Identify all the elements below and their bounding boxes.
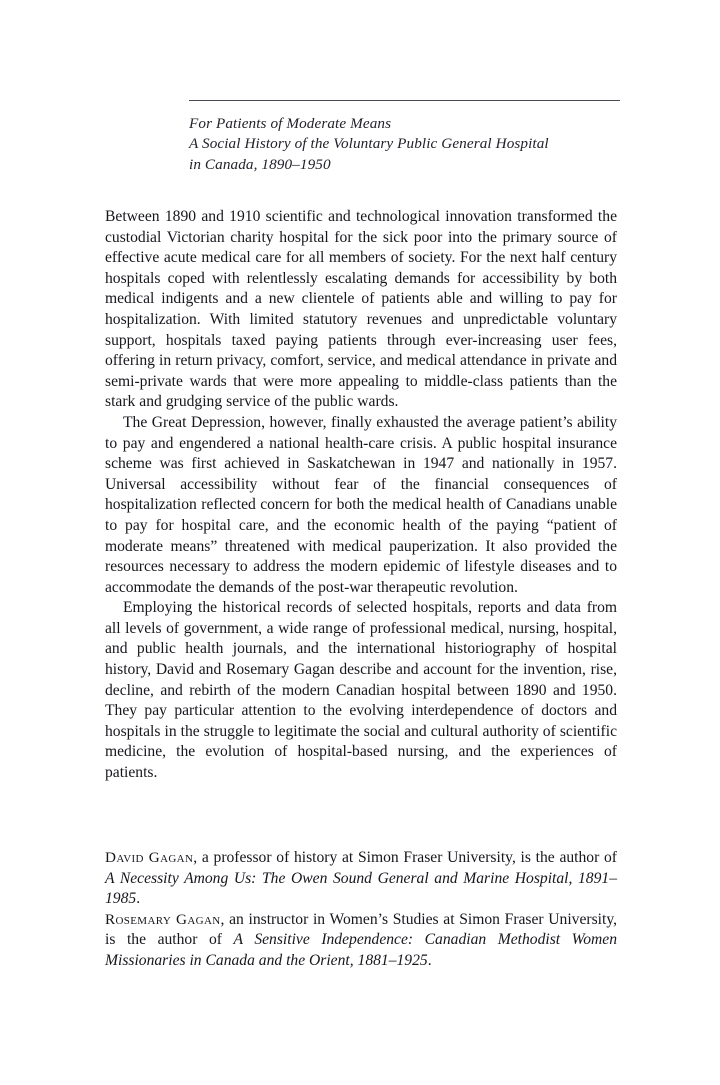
- blurb-body: [105, 207, 617, 784]
- author-bios: [105, 848, 617, 972]
- author-bio-david-gagan: [105, 848, 617, 910]
- author-book-title-0: A Necessity Among Us: The Owen Sound General and Marine Hospital, 1891–1985: [105, 869, 617, 908]
- book-title: [189, 114, 620, 175]
- author-bio-text-after-title-1: .: [427, 951, 432, 969]
- body-paragraph-3: Employing the historical records of selected hospitals, reports and data from all levels of government, a wide range of professional medical, nursing, hospital, and public health journals, and the international historiography of hospital history, David and Rosemary Gagan describe and account for the invention, rise, decline, and rebirth of the modern Canadian hospital between 1890 and 1950. They pay particular attention to the evolving interdependence of doctors and hospitals in the struggle to legitimate the social and cultural authority of scientific medicine, the evolution of hospital-based nursing, and the experiences of patients.: [105, 599, 617, 782]
- body-paragraph-1: Between 1890 and 1910 scientific and technological innovation transformed the custodial Victorian charity hospital for the sick poor into the primary source of effective acute medical care for all members of society. For the next half century hospitals coped with relentlessly escalating demands for accessibility by both medical indigents and a new clientele of patients able and willing to pay for hospitalization. With limited statutory revenues and unpredictable voluntary support, hospitals taxed paying patients through ever-increasing user fees, offering in return privacy, comfort, service, and medical attendance in private and semi-private wards that were more appealing to middle-class patients than the stark and grudging service of the public wards.: [105, 208, 617, 411]
- book-subtitle-line-2: in Canada, 1890–1950: [189, 155, 331, 173]
- author-bio-text-before-title-0: , a professor of history at Simon Fraser University, is the author of: [193, 849, 617, 866]
- author-bio-text-before-title-1: , an instructor in Women’s Studies at Simon Fraser University, is the author of: [105, 910, 618, 949]
- author-bio-rosemary-gagan: [105, 910, 617, 972]
- book-title-main: For Patients of Moderate Means: [189, 115, 392, 132]
- title-block: [189, 100, 620, 175]
- body-paragraph-2: The Great Depression, however, finally exhausted the average patient’s ability to pay and engendered a national health-care crisis. A public hospital insurance scheme was first achieved in Saskatchewan in 1947 and nationally in 1957. Universal accessibility without fear of the financial consequences of hospitalization reflected concern for both the medical health of Canadians unable to pay for hospital care, and the economic health of the paying “patient of moderate means” threatened with medical pauperization. It also provided the resources necessary to address the modern epidemic of lifestyle diseases and to accommodate the demands of the post-war therapeutic revolution.: [105, 413, 617, 596]
- author-name-david-gagan: David Gagan: [105, 849, 194, 866]
- author-book-title-1: A Sensitive Independence: Canadian Methodist Women Missionaries in Canada and the Orient, 1881–1925: [105, 931, 617, 969]
- title-divider-rule: [189, 100, 620, 101]
- book-subtitle-line-1: A Social History of the Voluntary Public General Hospital: [189, 135, 549, 153]
- author-bio-text-after-title-0: .: [136, 890, 141, 908]
- author-name-rosemary-gagan: Rosemary Gagan: [105, 910, 221, 928]
